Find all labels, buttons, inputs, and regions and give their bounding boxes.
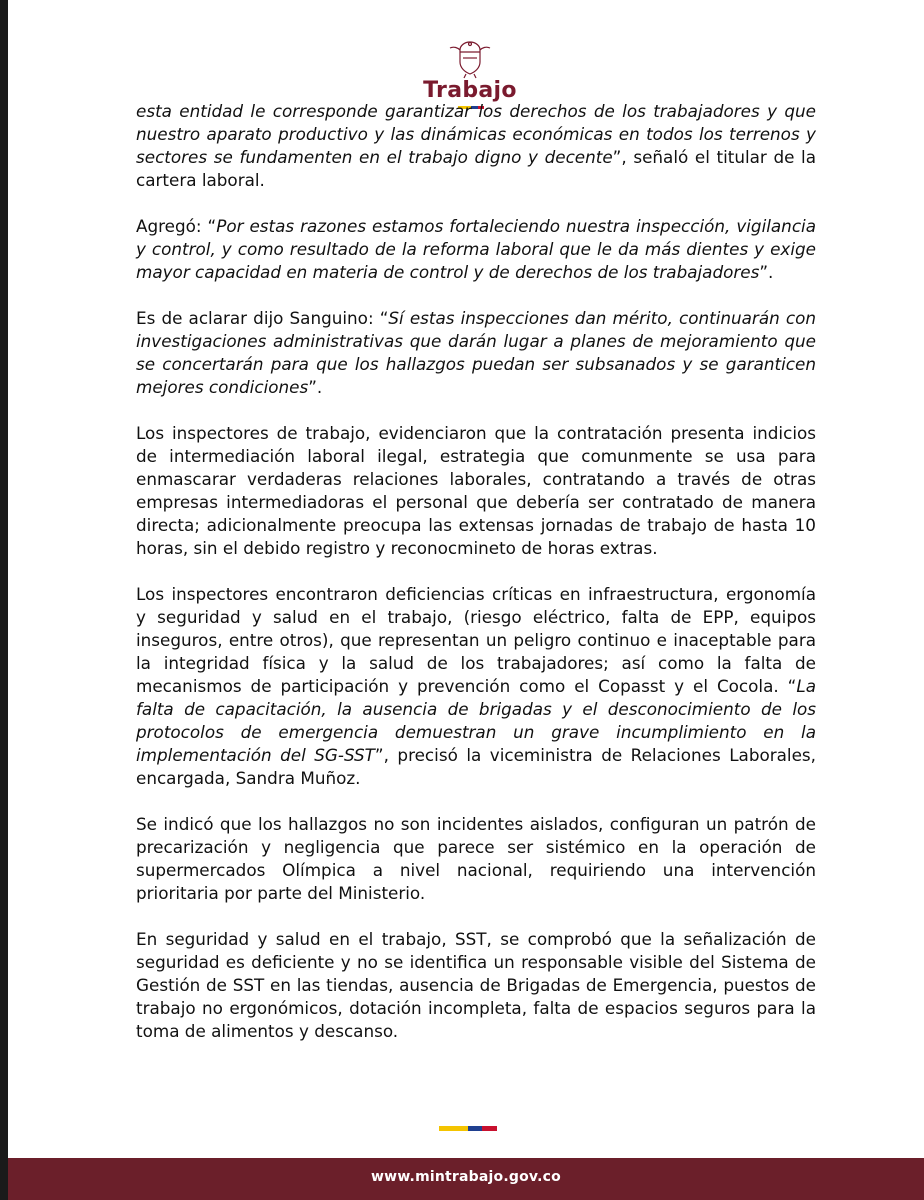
text-segment: Los inspectores encontraron deficiencias críticas en infraestructura, ergonomía y seguridad y salud en el trabajo, (riesgo eléctrico, falta de EPP, equipos inseguros, entre otros), que representan un peligro continuo e inaceptable para la integridad física y la salud de los trabajadores; así como la falta de mecanismos de participación y prevención como el Copasst y el Cocola. “	[136, 584, 816, 696]
footer-flag-red	[482, 1126, 497, 1131]
paragraph	[136, 422, 816, 560]
footer-flag-stripe	[439, 1126, 497, 1131]
text-segment: Es de aclarar dijo Sanguino: “	[136, 308, 389, 328]
coat-of-arms-icon	[420, 38, 520, 82]
text-segment: Los inspectores de trabajo, evidenciaron que la contratación presenta indicios de intermediación laboral ilegal, estrategia que comunmente se usa para enmascarar verdaderas relaciones laborales, contratando a través de otras empresas intermediadoras el personal que debería ser contratado de manera directa; adicionalmente preocupa las extensas jornadas de trabajo de hasta 10 horas, sin el debido registro y reconocmineto de horas extras.	[136, 423, 816, 558]
quote-segment: esta entidad le corresponde garantizar los derechos de los trabajadores y que nuestro aparato productivo y las dinámicas económicas en todos los terrenos y sectores se fundamenten en el trabajo digno y decente	[136, 101, 816, 167]
text-segment: ”, señaló el titular de la cartera laboral.	[136, 147, 817, 190]
footer-flag-blue	[468, 1126, 482, 1131]
text-segment: ”.	[308, 377, 323, 397]
paragraph	[136, 100, 816, 192]
document-page	[8, 0, 924, 1200]
paragraph	[136, 215, 816, 284]
ministry-logo	[420, 38, 520, 108]
text-segment: Agregó: “	[136, 216, 217, 236]
paragraph	[136, 307, 816, 399]
text-segment: ”, precisó la viceministra de Relaciones Laborales, encargada, Sandra Muñoz.	[136, 745, 816, 788]
quote-segment: Sí estas inspecciones dan mérito, continuarán con investigaciones administrativas que darán lugar a planes de mejoramiento que se concertarán para que los hallazgos puedan ser subsanados y se garanticen mejores condiciones	[136, 308, 816, 397]
text-segment: En seguridad y salud en el trabajo, SST, se comprobó que la señalización de seguridad es deficiente y no se identifica un responsable visible del Sistema de Gestión de SST en las tiendas, ausencia de Brigadas de Emergencia, puestos de trabajo no ergonómicos, dotación incompleta, falta de espacios seguros para la toma de alimentos y descanso.	[136, 929, 816, 1041]
quote-segment: Por estas razones estamos fortaleciendo nuestra inspección, vigilancia y control, y como resultado de la reforma laboral que le da más dientes y exige mayor capacidad en materia de control y de derechos de los trabajadores	[136, 216, 816, 282]
text-segment: Se indicó que los hallazgos no son incidentes aislados, configuran un patrón de precarización y negligencia que parece ser sistémico en la operación de supermercados Olímpica a nivel nacional, requiriendo una intervención prioritaria por parte del Ministerio.	[136, 814, 816, 903]
paragraph	[136, 583, 816, 790]
paragraph	[136, 928, 816, 1043]
document-body	[136, 100, 816, 1066]
footer-url[interactable]: www.mintrabajo.gov.co	[371, 1169, 561, 1185]
paragraph	[136, 813, 816, 905]
text-segment: ”.	[759, 262, 774, 282]
footer-flag-yellow	[439, 1126, 468, 1131]
logo-wordmark: Trabajo	[423, 78, 517, 103]
quote-segment: La falta de capacitación, la ausencia de brigadas y el desconocimiento de los protocolos de emergencia demuestran un grave incumplimiento en la implementación del SG-SST	[136, 676, 816, 765]
